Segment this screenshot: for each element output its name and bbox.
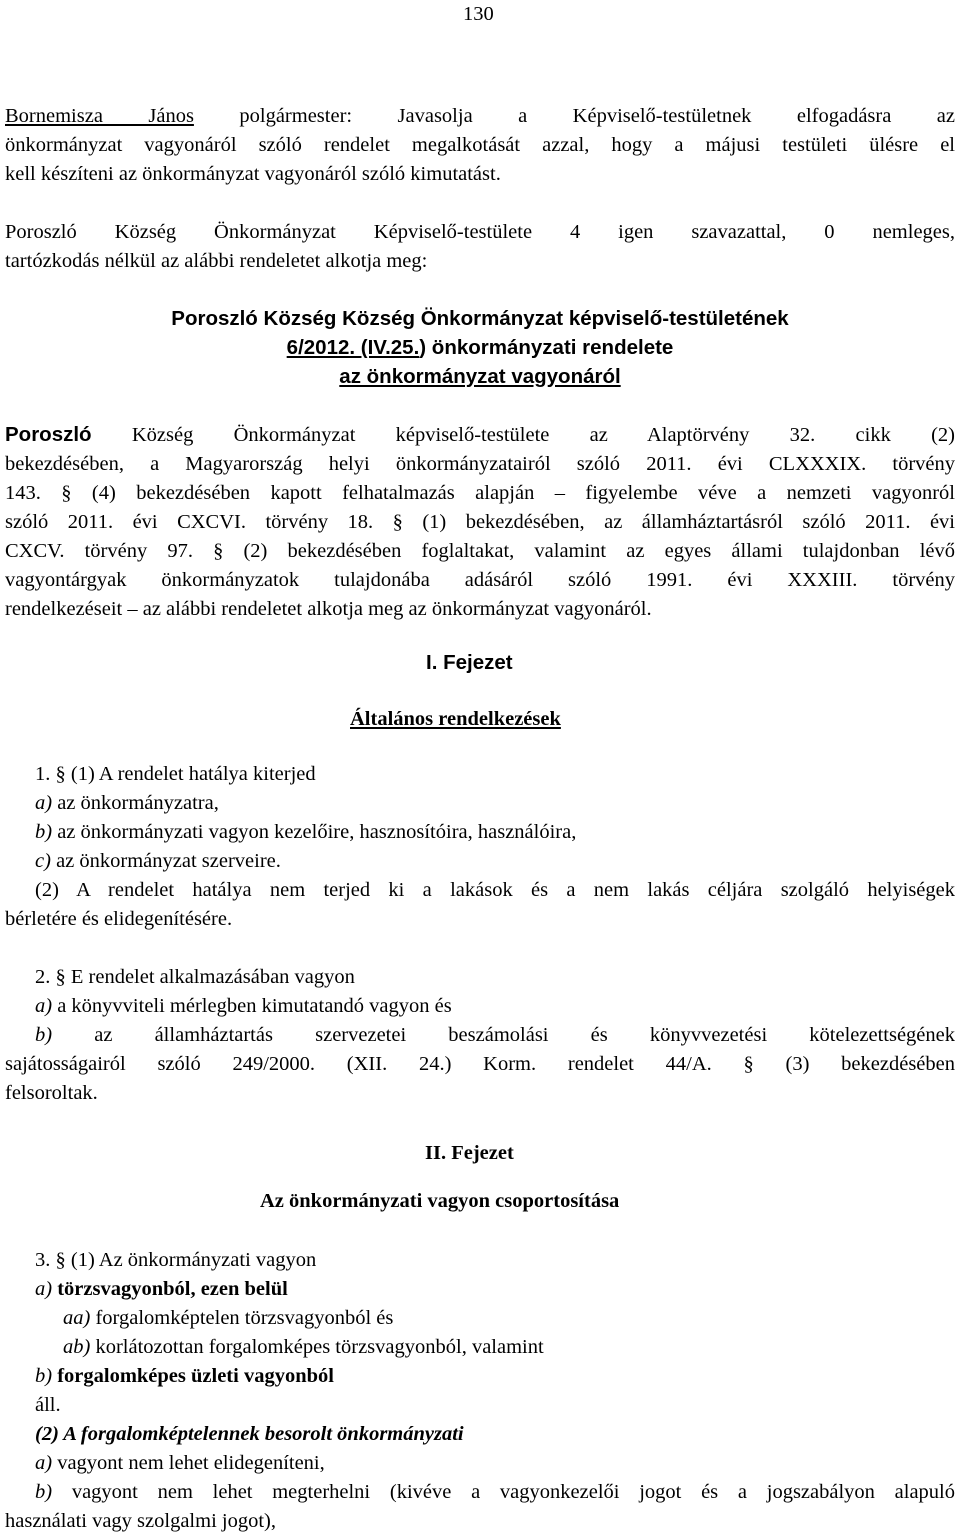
section-3-para-2: (2) A forgalomképtelennek besorolt önkormányzati — [35, 1423, 464, 1445]
preamble-line-4: szóló 2011. évi CXCVI. törvény 18. § (1) bekezdésében, az államháztartásról szóló 2011. évi — [5, 511, 955, 533]
section-2-item-b-line-2: sajátosságairól szóló 249/2000. (XII. 24.) Korm. rendelet 44/A. § (3) bekezdésében — [5, 1053, 955, 1075]
section-2-item-b-line-3: felsoroltak. — [5, 1082, 98, 1104]
section-2-heading: 2. § E rendelet alkalmazásában vagyon — [35, 966, 355, 988]
preamble-line-1: Poroszló Község Önkormányzat képviselő-testülete az Alaptörvény 32. cikk (2) — [5, 423, 956, 446]
chapter-2-number: II. Fejezet — [425, 1142, 514, 1164]
section-3-para-2-item-a: a) vagyont nem lehet elidegeníteni, — [35, 1452, 325, 1474]
section-3-item-b: b) forgalomképes üzleti vagyonból — [35, 1365, 334, 1387]
section-2-item-a: a) a könyvviteli mérlegben kimutatandó vagyon és — [35, 995, 452, 1017]
intro-paragraph-line-2: önkormányzat vagyonáról szóló rendelet megalkotását azzal, hogy a májusi testületi ülésre el — [5, 134, 955, 156]
speaker-name: Bornemisza János — [5, 105, 194, 127]
vote-paragraph-line-1: Poroszló Község Önkormányzat Képviselő-testülete 4 igen szavazattal, 0 nemleges, — [5, 221, 955, 243]
section-3-heading: 3. § (1) Az önkormányzati vagyon — [35, 1249, 317, 1271]
section-3-para-2-item-b-line-2: használati vagy szolgalmi jogot), — [5, 1510, 276, 1532]
preamble-line-5: CXCV. törvény 97. § (2) bekezdésében foglaltakat, valamint az egyes állami tulajdonban lévő — [5, 540, 955, 562]
section-1-para-2-line-2: bérletére és elidegenítésére. — [5, 908, 233, 930]
vote-paragraph-line-2: tartózkodás nélkül az alábbi rendeletet alkotja meg: — [5, 250, 428, 272]
section-3-all: áll. — [35, 1394, 61, 1416]
chapter-1-number: I. Fejezet — [426, 651, 513, 674]
section-1-heading: 1. § (1) A rendelet hatálya kiterjed — [35, 763, 316, 785]
intro-paragraph-line-1: Bornemisza János polgármester: Javasolja a Képviselő-testületnek elfogadásra az — [5, 105, 955, 127]
preamble-line-2: bekezdésében, a Magyarország helyi önkormányzatairól szóló 2011. évi CLXXXIX. törvény — [5, 453, 955, 475]
section-3-item-ab: ab) korlátozottan forgalomképes törzsvagyonból, valamint — [63, 1336, 544, 1358]
decree-title-line-3: az önkormányzat vagyonáról — [339, 365, 621, 388]
section-1-item-b: b) az önkormányzati vagyon kezelőire, hasznosítóira, használóira, — [35, 821, 577, 843]
section-1-para-2-line-1: (2) A rendelet hatálya nem terjed ki a lakások és a nem lakás céljára szolgáló helyiségek — [35, 879, 955, 901]
decree-title-line-1: Poroszló Község Község Önkormányzat képviselő-testületének — [171, 307, 789, 330]
chapter-2-title: Az önkormányzati vagyon csoportosítása — [260, 1190, 620, 1212]
section-3-item-aa: aa) forgalomképtelen törzsvagyonból és — [63, 1307, 394, 1329]
decree-title-line-2: 6/2012. (IV.25.) önkormányzati rendelete — [286, 336, 674, 359]
preamble-line-6: vagyontárgyak önkormányzatok tulajdonába adásáról szóló 1991. évi XXXIII. törvény — [5, 569, 955, 591]
preamble-line-3: 143. § (4) bekezdésében kapott felhatalmazás alapján – figyelembe véve a nemzeti vagyonról — [5, 482, 955, 504]
section-1-item-a: a) az önkormányzatra, — [35, 792, 219, 814]
preamble-line-7: rendelkezéseit – az alábbi rendeletet alkotja meg az önkormányzat vagyonáról. — [5, 598, 652, 620]
section-3-item-a: a) törzsvagyonból, ezen belül — [35, 1278, 288, 1300]
chapter-1-title: Általános rendelkezések — [350, 708, 561, 730]
intro-paragraph-line-3: kell készíteni az önkormányzat vagyonáról szóló kimutatást. — [5, 163, 501, 185]
page-number: 130 — [463, 3, 494, 25]
section-3-para-2-item-b-line-1: b) vagyont nem lehet megterhelni (kivéve a vagyonkezelői jogot és a jogszabályon alapuló — [35, 1481, 955, 1503]
section-1-item-c: c) az önkormányzat szerveire. — [35, 850, 281, 872]
section-2-item-b-line-1: b) az államháztartás szervezetei beszámolási és könyvvezetési kötelezettségének — [35, 1024, 955, 1046]
